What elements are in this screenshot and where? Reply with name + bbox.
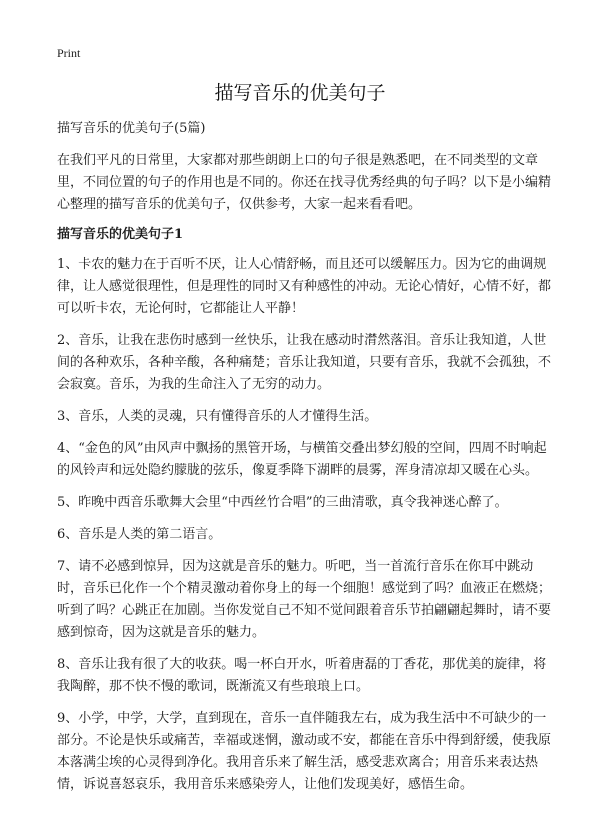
document-subtitle: 描写音乐的优美句子(5篇) — [57, 121, 206, 136]
list-item: 3、音乐，人类的灵魂，只有懂得音乐的人才懂得生活。 — [57, 409, 378, 424]
list-item: 6、音乐是人类的第二语言。 — [57, 527, 222, 542]
intro-paragraph: 在我们平凡的日常里，大家都对那些朗朗上口的句子很是熟悉吧，在不同类型的文章里，不同位置的句子的作用也是不同的。你还在找寻优秀经典的句子吗？以下是小编精心整理的描写音乐的优美句子，仅供参考，大家一起来看看吧。 — [57, 153, 552, 212]
list-item: 5、昨晚中西音乐歌舞大会里“中西丝竹合唱”的三曲清歌，真令我神迷心醉了。 — [57, 495, 508, 510]
list-item: 9、小学，中学，大学，直到现在，音乐一直伴随我左右，成为我生活中不可缺少的一部分。不论是快乐或痛苦，幸福或迷惘，激动或不安，都能在音乐中得到舒缓，使我原本落满尘埃的心灵得到净化。我用音乐来了解生活，感受悲欢离合；用音乐来表达热情，诉说喜怒哀乐，我用音乐来感染旁人，让他们发现美好，感悟生命。 — [57, 711, 552, 792]
list-item: 8、音乐让我有很了大的收获。喝一杯白开水，听着唐磊的丁香花，那优美的旋律，将我陶醉，那不快不慢的歌词，既渐流又有些琅琅上口。 — [57, 657, 547, 694]
document-body — [57, 118, 555, 806]
page-title: 描写音乐的优美句子 — [214, 82, 386, 104]
list-item: 4、“金色的风”由风声中飘扬的黑管开场，与横笛交叠出梦幻般的空间，四周不时响起的风铃声和远处隐约朦胧的弦乐，像夏季降下湖畔的晨雾，浑身清凉却又暖在心头。 — [57, 441, 547, 478]
print-link[interactable]: Print — [57, 46, 81, 60]
list-item: 1、卡农的魅力在于百听不厌，让人心情舒畅，而且还可以缓解压力。因为它的曲调规律，让人感觉很理性，但是理性的同时又有种感性的冲动。无论心情好，心情不好，都可以听卡农，无论何时，它都能让人平静！ — [57, 257, 552, 316]
list-item: 2、音乐，让我在悲伤时感到一丝快乐，让我在感动时潸然落泪。音乐让我知道，人世间的各种欢乐，各种辛酸，各种痛楚；音乐让我知道，只要有音乐，我就不会孤独，不会寂寞。音乐，为我的生命注入了无穷的动力。 — [57, 333, 552, 392]
list-item: 7、请不必感到惊异，因为这就是音乐的魅力。听吧，当一首流行音乐在你耳中跳动时，音乐已化作一个个精灵激动着你身上的每一个细胞！感觉到了吗？血液正在燃烧；听到了吗？心跳正在加剧。当你发觉自己不知不觉间跟着音乐节拍翩翩起舞时，请不要感到惊奇，因为这就是音乐的魅力。 — [57, 559, 552, 640]
section-heading: 描写音乐的优美句子1 — [57, 227, 184, 242]
